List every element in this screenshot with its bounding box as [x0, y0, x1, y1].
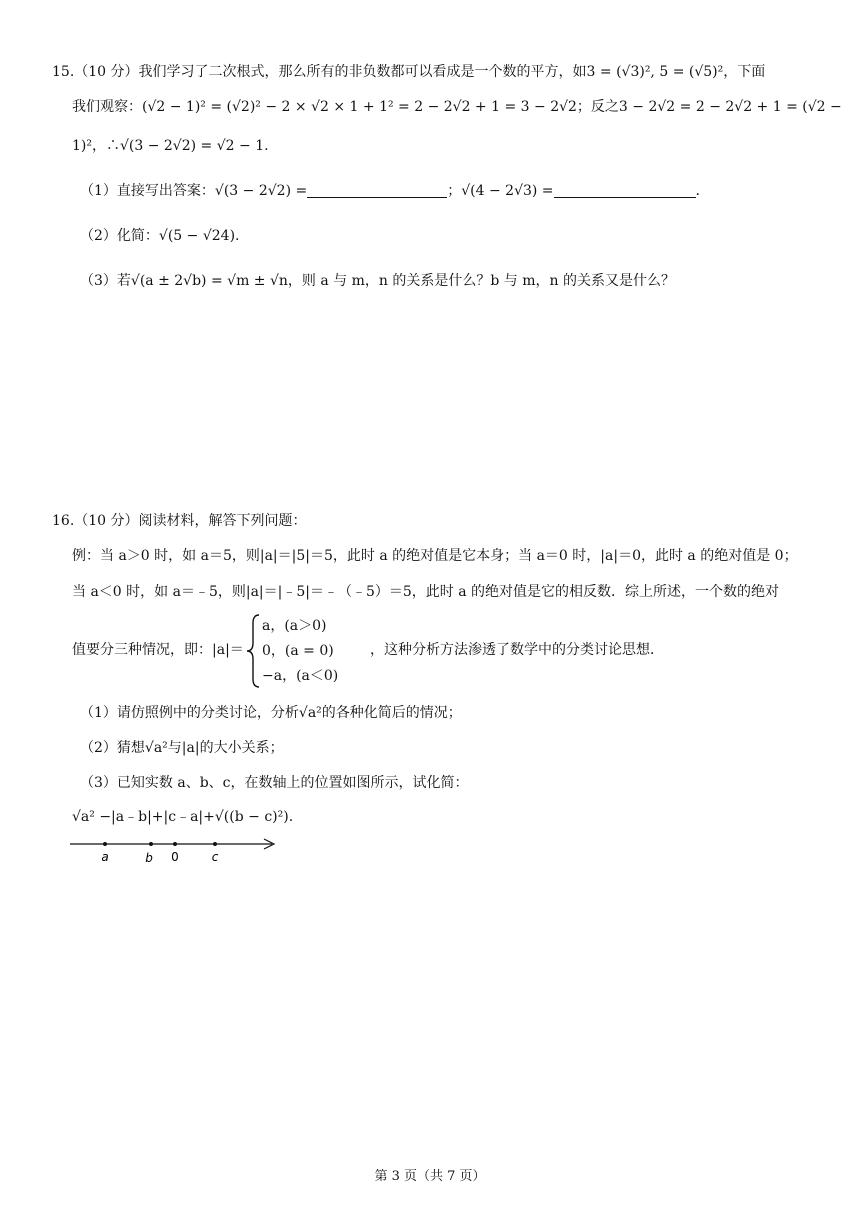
q15-part1-label: （1）直接写出答案：	[80, 183, 215, 199]
label-a: a	[101, 850, 109, 864]
q16-part2: （2）猜想√a²与|a|的大小关系；	[80, 740, 284, 756]
number-line	[68, 834, 280, 868]
q16-header: 16.（10 分）阅读材料，解答下列问题：	[52, 513, 307, 529]
page-footer: 第 3 页（共 7 页）	[374, 1169, 486, 1184]
q15-intro-math: 3 = (√3)², 5 = (√5)²	[586, 64, 724, 80]
q15-observation-line: 我们观察：(√2 − 1)² = (√2)² − 2 × √2 × 1 + 1² = 2 − 2√2 + 1 = 3 − 2√2；反之3 − 2√2 = 2 − 2√2 + 1 = (√2 −	[72, 99, 842, 115]
q15-conclusion-line: 1)²，∴√(3 − 2√2) = √2 − 1.	[72, 138, 269, 154]
q16-case3: −a，(a＜0)	[262, 668, 339, 684]
point-b	[149, 842, 153, 846]
label-b: b	[145, 851, 153, 865]
q16-expression: √a² −|a﹣b|+|c﹣a|+√((b − c)²).	[72, 809, 294, 825]
point-a	[103, 842, 107, 846]
q16-example-line2: 当 a＜0 时，如 a＝﹣5，则|a|＝|﹣5|＝﹣（﹣5）＝5，此时 a 的绝对值是它的相反数．综上所述，一个数的绝对	[72, 584, 780, 600]
q16-part1: （1）请仿照例中的分类讨论，分析√a²的各种化简后的情况；	[80, 705, 462, 721]
q15-header-line	[52, 62, 765, 82]
answer-blank-1[interactable]	[307, 181, 447, 198]
q16-part3: （3）已知实数 a、b、c，在数轴上的位置如图所示，试化简：	[80, 775, 469, 791]
q15-part1-sep: ；	[447, 183, 462, 199]
q16-case-lead: 值要分三种情况，即：|a|＝	[72, 642, 244, 658]
point-c	[213, 842, 217, 846]
q15-part2: （2）化简：√(5 − √24).	[80, 228, 240, 244]
q16-case-tail: ，这种分析方法渗透了数学中的分类讨论思想．	[370, 642, 664, 658]
number-line-svg	[68, 834, 280, 868]
label-c: c	[211, 850, 219, 864]
q15-intro-tail: ，下面	[723, 64, 766, 80]
q15-header: 15.（10 分）我们学习了二次根式，那么所有的非负数都可以看成是一个数的平方，如	[52, 64, 587, 80]
answer-blank-2[interactable]	[554, 181, 696, 198]
label-0: 0	[171, 850, 179, 864]
point-0	[173, 842, 177, 846]
q15-part1	[80, 181, 700, 201]
q15-part3: （3）若√(a ± 2√b) = √m ± √n，则 a 与 m，n 的关系是什么？b 与 m，n 的关系又是什么？	[80, 273, 675, 289]
q15-part1-expr1: √(3 − 2√2) =	[214, 183, 308, 199]
q16-case1: a，(a＞0)	[262, 618, 327, 634]
q16-case2: 0，(a = 0)	[262, 643, 334, 659]
q15-part1-end: .	[695, 183, 700, 199]
q16-example-line1: 例：当 a＞0 时，如 a＝5，则|a|＝|5|＝5，此时 a 的绝对值是它本身；当 a＝0 时，|a|＝0，此时 a 的绝对值是 0；	[72, 548, 798, 564]
q15-part1-expr2: √(4 − 2√3) =	[461, 183, 554, 199]
